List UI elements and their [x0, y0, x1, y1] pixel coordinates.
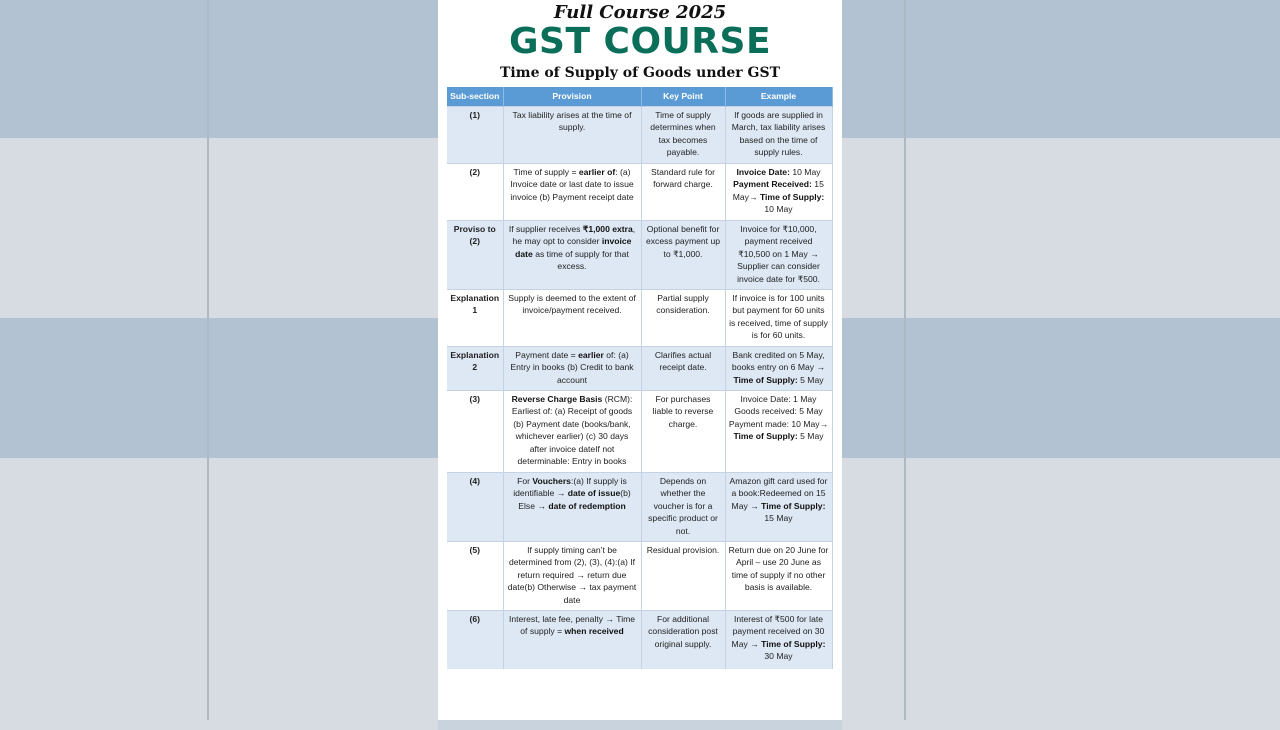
cell-text: 10 May: [764, 204, 793, 215]
example-cell: [725, 221, 832, 290]
background-band: [842, 138, 1280, 318]
cell-text: Residual provision.: [646, 545, 720, 555]
cell-text: If invoice is for 100 units but payment for 60 units is received, time of supply is for 60 units.: [729, 293, 828, 341]
cell-text: (RCM): Earliest of: (a) Receipt of goods (b) Payment date (books/bank, whichever earlier) (c) 30 days after invoice dateIf not determinable: Entry in books: [511, 394, 633, 467]
cell-text: Time of Supply:: [733, 431, 798, 442]
cell-text: Return due on 20 June for April – use 20 June as time of supply if no other basis is available.: [728, 545, 829, 593]
cell-text: Optional benefit for excess payment up to ₹1,000.: [645, 224, 721, 259]
cell-text: date of redemption: [548, 500, 626, 511]
content-panel: [438, 0, 842, 720]
provision-cell: [503, 347, 641, 391]
key-cell: [641, 221, 725, 290]
cell-text: Invoice Date: 1 May Goods received: 5 May Payment made: 10 May→: [728, 394, 829, 429]
cell-text: Interest, late fee, penalty → Time of supply =: [508, 614, 636, 637]
table-row: [447, 611, 832, 669]
cell-text: Interest of ₹500 for late payment received on 30 May →: [731, 614, 825, 649]
cell-text: Invoice for ₹10,000, payment received ₹10,500 on 1 May → Supplier can consider invoice date for ₹500.: [737, 224, 820, 284]
table-row: [447, 107, 832, 164]
cell-text: (b) Else →: [518, 488, 631, 511]
key-cell: [641, 473, 725, 542]
subsection-cell: (3): [447, 391, 503, 473]
example-cell: [725, 391, 832, 473]
cell-text: 5 May: [797, 431, 824, 442]
table-row: [447, 347, 832, 391]
cell-text: 15 May→: [732, 179, 824, 202]
course-kicker: Full Course 2025: [553, 2, 727, 23]
time-of-supply-table: [447, 87, 833, 669]
column-header: Example: [725, 87, 832, 107]
cell-text: Partial supply consideration.: [656, 293, 710, 316]
table-row: [447, 542, 832, 611]
cell-text: Time of Supply:: [761, 638, 826, 649]
cell-text: 15 May: [764, 513, 793, 524]
provision-cell: [503, 290, 641, 347]
background-band: [842, 0, 1280, 138]
cell-text: If goods are supplied in March, tax liability arises based on the time of supply rules.: [731, 110, 826, 158]
table-header-row: [447, 87, 832, 107]
cell-text: Time of supply =: [513, 167, 579, 177]
cell-text: Invoice Date:: [736, 167, 790, 177]
example-cell: [725, 164, 832, 221]
topic-subtitle-line: [438, 64, 842, 82]
cell-text: Payment Received:: [733, 179, 812, 190]
example-cell: [725, 473, 832, 542]
example-cell: [725, 107, 832, 164]
key-cell: [641, 347, 725, 391]
cell-text: Reverse Charge Basis: [511, 394, 603, 404]
provision-cell: [503, 542, 641, 611]
blurred-background-right: [842, 0, 1280, 720]
cell-text: 5 May: [797, 374, 824, 385]
key-cell: [641, 611, 725, 669]
subsection-cell: (5): [447, 542, 503, 611]
key-cell: [641, 107, 725, 164]
key-cell: [641, 542, 725, 611]
subsection-cell: Explanation 2: [447, 347, 503, 391]
example-cell: [725, 290, 832, 347]
provision-cell: [503, 473, 641, 542]
cell-text: 10 May: [789, 167, 821, 177]
column-header: Provision: [503, 87, 641, 107]
cell-text: Payment date =: [515, 350, 579, 360]
provision-cell: [503, 164, 641, 221]
column-header: Key Point: [641, 87, 725, 107]
provision-cell: [503, 611, 641, 669]
background-band: [0, 318, 438, 458]
cell-text: ₹1,000 extra: [582, 224, 633, 234]
table-row: [447, 221, 832, 290]
table-row: [447, 473, 832, 542]
cell-text: Supply is deemed to the extent of invoice/payment received.: [508, 293, 636, 316]
cell-text: If supplier receives: [508, 224, 583, 234]
background-band: [842, 318, 1280, 458]
table-row: [447, 290, 832, 347]
table-row: [447, 391, 832, 473]
cell-text: Standard rule for forward charge.: [650, 167, 715, 190]
provision-cell: [503, 107, 641, 164]
background-band: [0, 0, 438, 138]
subsection-cell: Explanation 1: [447, 290, 503, 347]
key-cell: [641, 164, 725, 221]
cell-text: when received: [564, 626, 624, 637]
cell-text: of: (a) Entry in books (b) Credit to bank account: [510, 350, 634, 385]
cell-text: Clarifies actual receipt date.: [654, 350, 712, 373]
cell-text: Time of Supply:: [759, 191, 825, 202]
cell-text: earlier of: [578, 167, 616, 177]
example-cell: [725, 542, 832, 611]
subsection-cell: Proviso to (2): [447, 221, 503, 290]
key-cell: [641, 290, 725, 347]
background-divider: [207, 0, 209, 720]
cell-text: as time of supply for that excess.: [532, 248, 629, 272]
topic-subtitle: Time of Supply of Goods under: [500, 65, 743, 81]
cell-text: earlier: [578, 350, 604, 360]
table-host: [447, 87, 833, 669]
cell-text: Time of Supply:: [733, 374, 798, 385]
cell-text: invoice date: [515, 236, 632, 259]
column-header: Sub-section: [447, 87, 503, 107]
cell-text: : (a) Invoice date or last date to issue invoice (b) Payment receipt date: [510, 167, 634, 202]
cell-text: For purchases liable to reverse charge.: [652, 394, 714, 429]
cell-text: For additional consideration post original supply.: [648, 614, 718, 649]
cell-text: For: [517, 476, 533, 486]
topic-subtitle-tail: GST: [747, 65, 780, 81]
cell-text: Bank credited on 5 May, books entry on 6 May →: [731, 350, 826, 373]
course-title: GST COURSE: [508, 21, 772, 62]
table-row: [447, 164, 832, 221]
cell-text: Time of Supply:: [761, 500, 826, 511]
cell-text: Tax liability arises at the time of supply.: [512, 110, 632, 133]
subsection-cell: (1): [447, 107, 503, 164]
provision-cell: [503, 221, 641, 290]
cell-text: , he may opt to consider: [512, 224, 636, 247]
subsection-cell: (2): [447, 164, 503, 221]
cell-text: :(a) If supply is identifiable →: [513, 476, 627, 499]
subsection-cell: (4): [447, 473, 503, 542]
blurred-background-left: [0, 0, 438, 720]
cell-text: Amazon gift card used for a book:Redeemed on 15 May →: [729, 476, 828, 511]
cell-text: 30 May: [764, 651, 793, 662]
background-band: [0, 458, 438, 730]
cell-text: Depends on whether the voucher is for a specific product or not.: [648, 476, 718, 536]
cell-text: Vouchers: [532, 476, 571, 486]
cell-text: If supply timing can’t be determined from (2), (3), (4):(a) If return required → return due date(b) Otherwise → tax payment date: [507, 545, 637, 605]
example-cell: [725, 611, 832, 669]
subsection-cell: (6): [447, 611, 503, 669]
background-band: [842, 458, 1280, 730]
background-band: [0, 138, 438, 318]
key-cell: [641, 391, 725, 473]
provision-cell: [503, 391, 641, 473]
background-divider: [904, 0, 906, 720]
example-cell: [725, 347, 832, 391]
cell-text: date of issue: [567, 488, 621, 499]
cell-text: Time of supply determines when tax becomes payable.: [650, 110, 716, 158]
